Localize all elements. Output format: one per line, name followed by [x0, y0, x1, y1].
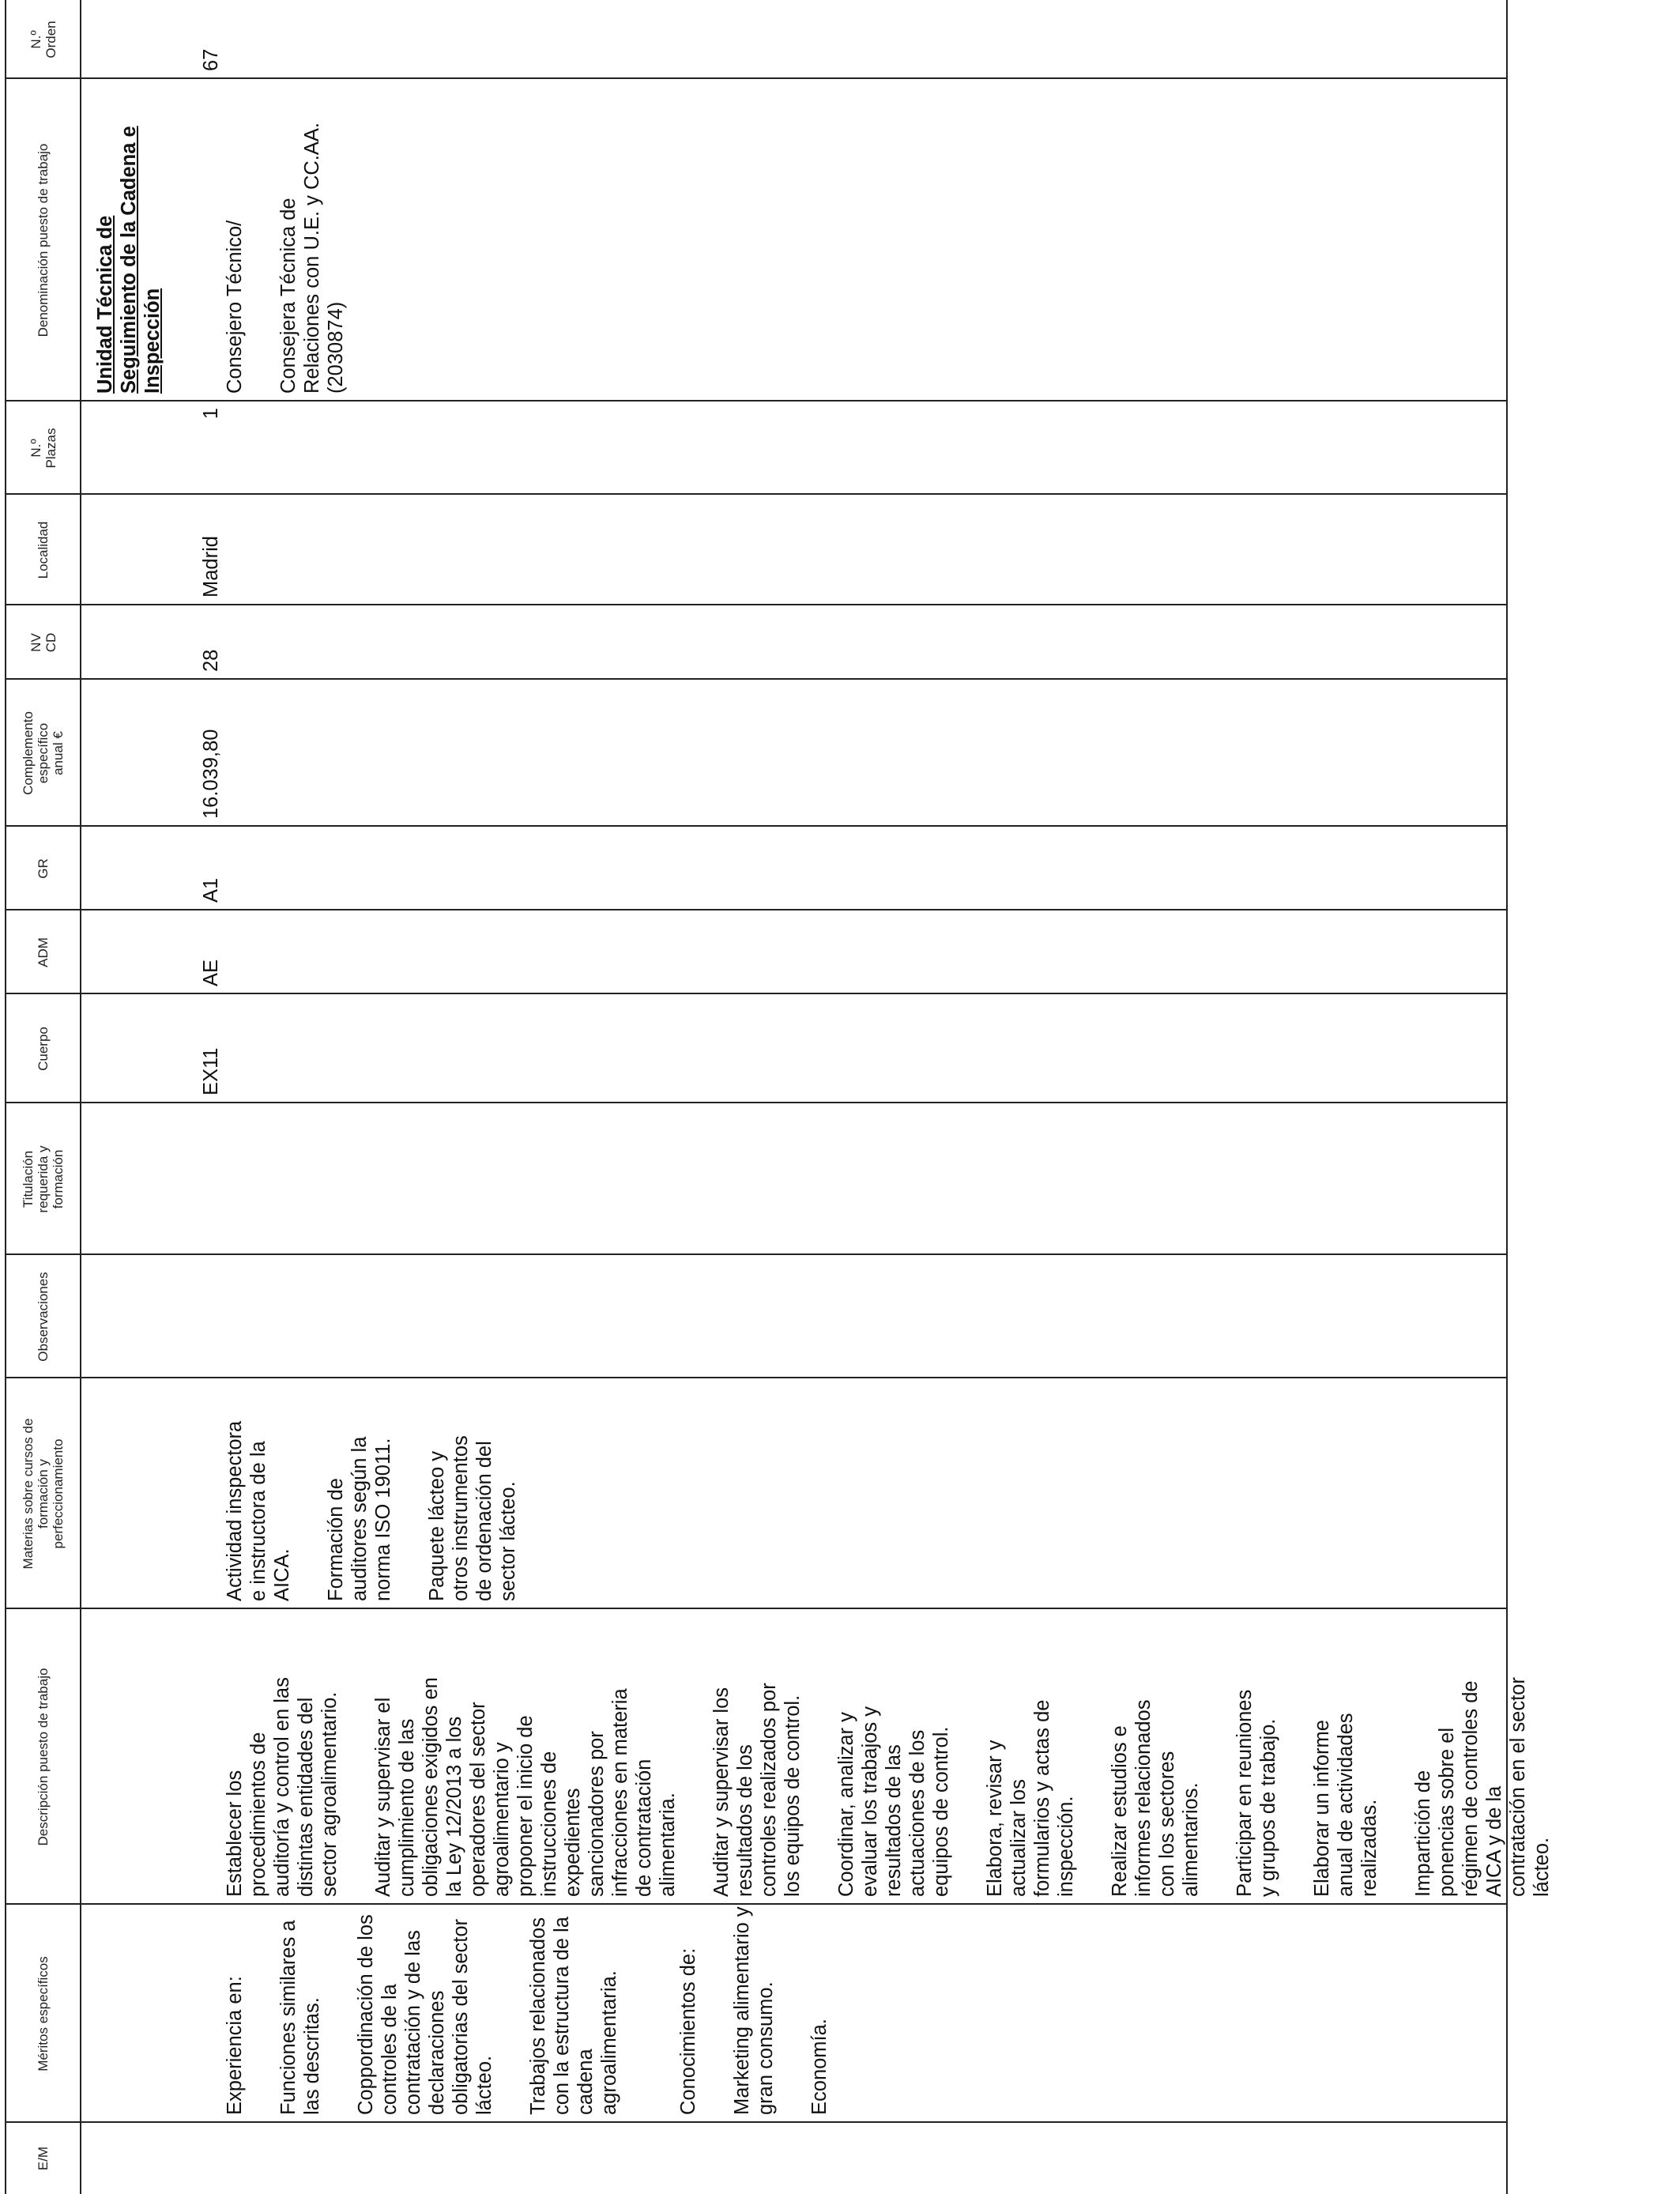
col-sep-adm	[5, 993, 1508, 994]
col-sep-plazas	[5, 493, 1508, 495]
cell-materias	[199, 1377, 544, 1601]
col-sep-meritos	[5, 2121, 1508, 2123]
header-separator	[80, 0, 81, 2194]
cell-orden: 67	[200, 48, 222, 71]
merito-item: Funciones similares a las descritas.	[277, 1920, 323, 2115]
descripcion-item: Realizar estudios e informes relacionados con los sectores alimentarios.	[1109, 1699, 1202, 1897]
header-materias: Materias sobre cursos de formación y perfeccionamiento	[21, 1418, 66, 1570]
header-em: E/M	[36, 2146, 51, 2171]
materia-item: Formación de auditores según la norma ISO 19011.	[325, 1436, 394, 1601]
cell-adm: AE	[200, 959, 222, 986]
merito-item: Marketing alimentario y gran consumo.	[731, 1906, 777, 2115]
meritos-heading-conocimientos: Conocimientos de:	[677, 1947, 699, 2115]
cell-plazas: 1	[200, 408, 222, 420]
merito-item: Trabajos relacionados con la estructura de la cadena agroalimentaria.	[527, 1917, 620, 2115]
denominacion-detail: Consejera Técnica de Relaciones con U.E. y CC.AA. (2030874)	[277, 123, 347, 394]
header-adm: ADM	[36, 937, 51, 967]
cell-localidad: Madrid	[200, 536, 222, 598]
header-observaciones: Observaciones	[36, 1272, 51, 1362]
descripcion-item: Auditar y supervisar el cumplimiento de las obligaciones exigidos en la Ley 12/2013 a los operadores del sector agroalimentario y proponer el inicio de instrucciones de expedientes sancionadores por infracciones en materia de contratación alimentaria.	[372, 1677, 679, 1897]
descripcion-item: Impartición de ponencias sobre el régimen de controles de AICA y de la contratación en el sector lácteo.	[1412, 1677, 1553, 1897]
merito-item: Coppordinación de los controles de la contratación y de las declaraciones obligatorias del sector lácteo.	[355, 1914, 495, 2115]
header-gr: GR	[36, 858, 51, 879]
materia-item: Paquete lácteo y otros instrumentos de ordenación del sector lácteo.	[426, 1435, 519, 1601]
cell-cuerpo: EX11	[200, 1047, 222, 1095]
descripcion-item: Elaborar un informe anual de actividades realizadas.	[1311, 1713, 1381, 1897]
col-sep-denominacion	[5, 400, 1508, 401]
descripcion-item: Coordinar, analizar y evaluar los trabajos y resultados de las actuaciones de los equipos de control.	[835, 1706, 952, 1897]
header-nvcd: NV CD	[28, 632, 58, 653]
header-plazas: N.º Plazas	[28, 428, 58, 469]
header-descripcion: Descripción puesto de trabajo	[36, 1668, 51, 1846]
meritos-heading-experiencia: Experiencia en:	[224, 1976, 246, 2115]
materia-item: Actividad inspectora e instructora de la AICA.	[224, 1420, 293, 1601]
header-localidad: Localidad	[36, 521, 51, 579]
col-sep-complemento	[5, 825, 1508, 827]
descripcion-item: Elabora, revisar y actualizar los formularios y actas de inspección.	[984, 1699, 1077, 1897]
cell-descripcion	[199, 1606, 1577, 1897]
col-sep-localidad	[5, 604, 1508, 605]
header-titulacion: Titulación requerida y formación	[21, 1145, 66, 1213]
unit-heading: Unidad Técnica de Seguimiento de la Cadena e Inspección	[94, 126, 164, 394]
cell-complemento: 16.039,80	[200, 729, 222, 819]
cell-gr: A1	[200, 877, 222, 903]
descripcion-item: Auditar y supervisar los resultados de los controles realizados por los equipos de control.	[710, 1683, 804, 1897]
descripcion-item: Participar en reuniones y grupos de trabajo.	[1234, 1689, 1279, 1897]
header-meritos: Méritos específicos	[36, 1956, 51, 2071]
denominacion-line: Consejero Técnico/	[224, 220, 246, 394]
col-sep-nvcd	[5, 678, 1508, 680]
cell-meritos	[199, 1902, 855, 2115]
cell-nvcd: 28	[200, 649, 222, 672]
header-cuerpo: Cuerpo	[36, 1027, 51, 1071]
col-sep-orden	[5, 77, 1508, 79]
col-sep-titulacion	[5, 1253, 1508, 1255]
col-sep-gr	[5, 909, 1508, 910]
descripcion-item: Establecer los procedimientos de auditoría y control en las distintas entidades del sector agroalimentario.	[224, 1677, 341, 1897]
header-complemento: Complemento específico anual €	[21, 711, 66, 795]
col-sep-cuerpo	[5, 1102, 1508, 1103]
header-denominacion: Denominación puesto de trabajo	[36, 143, 51, 337]
cell-denominacion	[199, 85, 371, 394]
merito-item: Economía.	[808, 2019, 831, 2115]
header-orden: N.º Orden	[28, 21, 58, 58]
